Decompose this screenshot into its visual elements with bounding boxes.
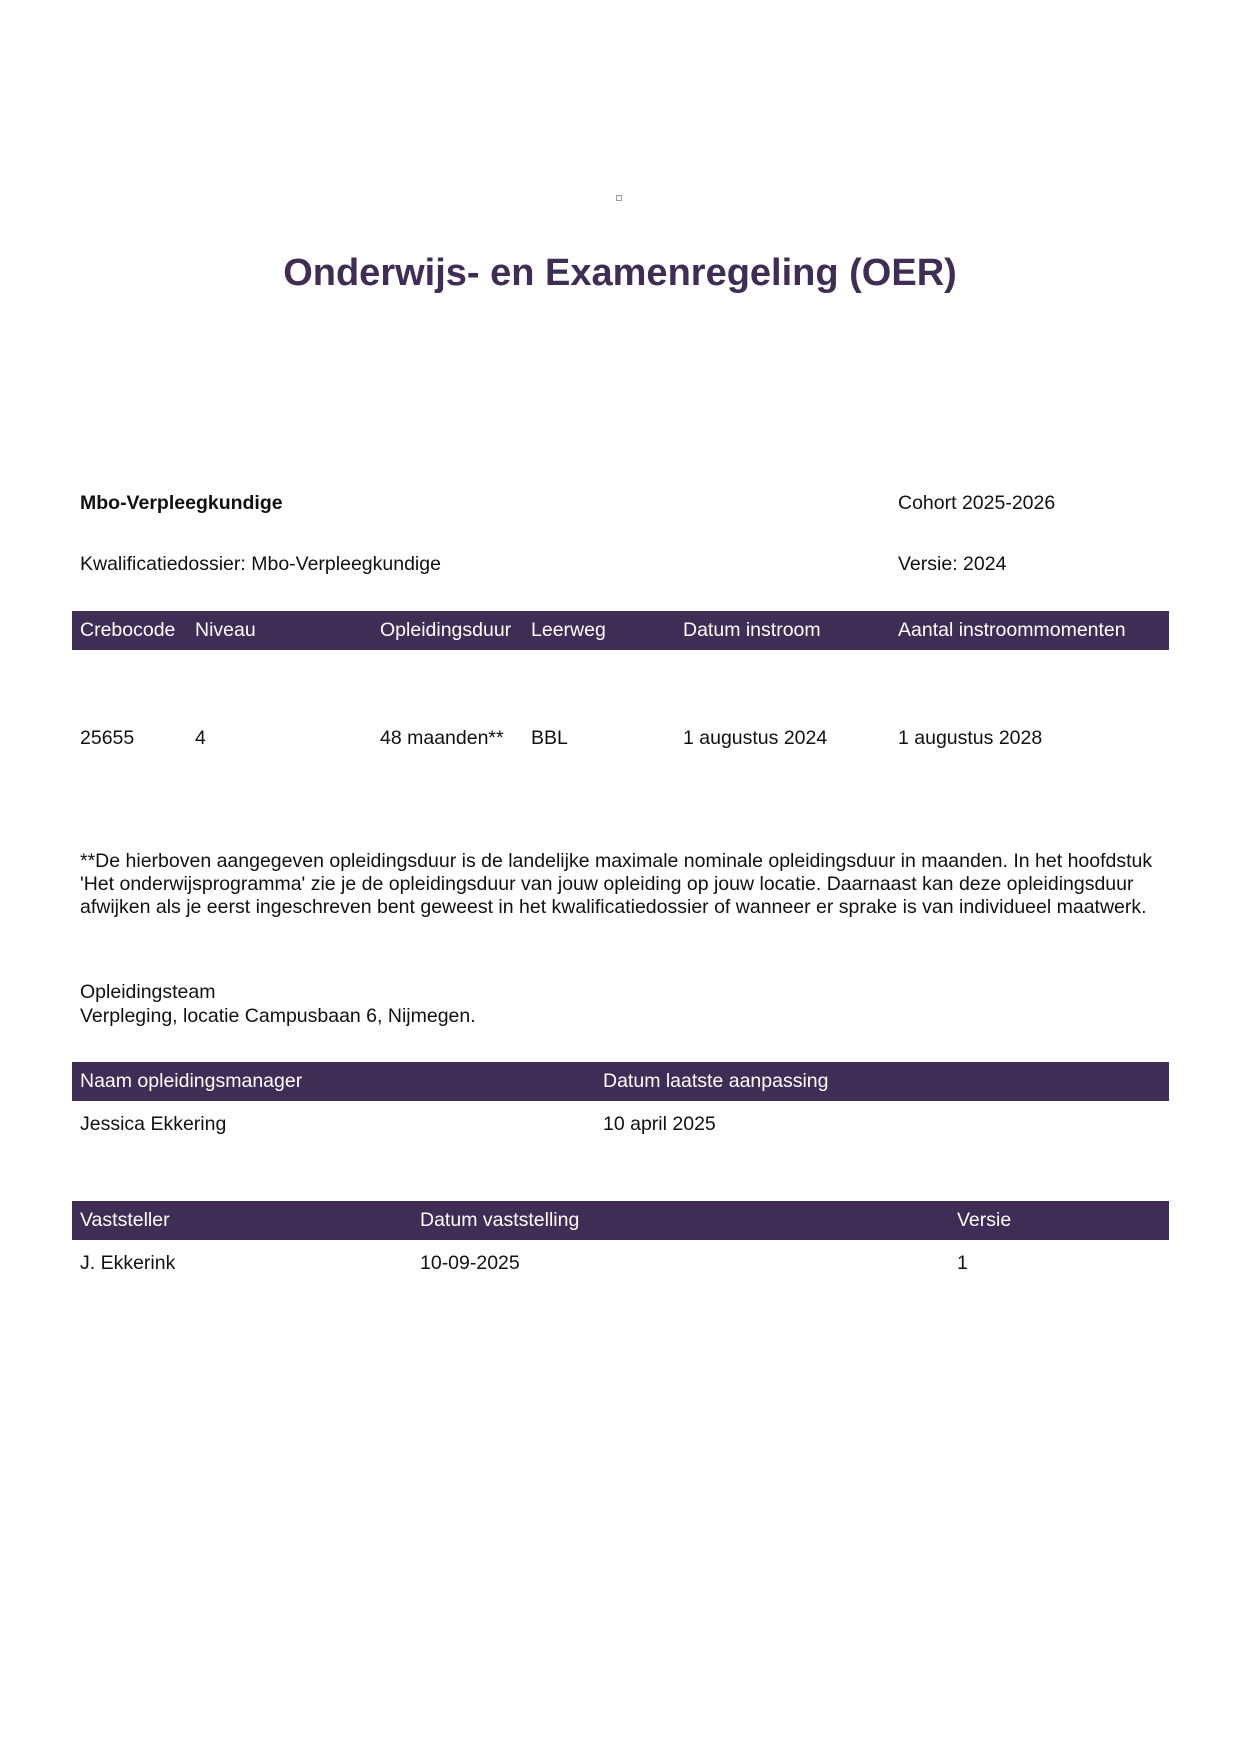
header-crebocode: Crebocode	[80, 619, 176, 641]
header-datum-laatste-aanpassing: Datum laatste aanpassing	[603, 1070, 829, 1092]
header-datum-instroom: Datum instroom	[683, 619, 821, 641]
logo-placeholder-icon	[616, 195, 622, 201]
team-label: Opleidingsteam	[80, 981, 216, 1003]
header-aantal-instroommomenten: Aantal instroommomenten	[898, 619, 1126, 641]
cell-crebocode: 25655	[80, 727, 135, 749]
header-leerweg: Leerweg	[531, 619, 606, 641]
cell-manager-name: Jessica Ekkering	[80, 1113, 227, 1135]
table-row	[72, 1252, 1169, 1276]
cell-vaststeller: J. Ekkerink	[80, 1252, 176, 1274]
approval-table-header	[72, 1201, 1169, 1240]
team-location: Verpleging, locatie Campusbaan 6, Nijmegen.	[80, 1005, 476, 1027]
version-label: Versie: 2024	[898, 553, 1007, 575]
cell-opleidingsduur: 48 maanden**	[380, 727, 504, 749]
cell-datum-vaststelling: 10-09-2025	[420, 1252, 520, 1274]
program-table-header	[72, 611, 1169, 650]
cell-aantal-instroommomenten: 1 augustus 2028	[898, 727, 1043, 749]
table-row	[72, 727, 1169, 751]
cell-datum-instroom: 1 augustus 2024	[683, 727, 828, 749]
cell-leerweg: BBL	[531, 727, 568, 749]
header-opleidingsduur: Opleidingsduur	[380, 619, 512, 641]
program-name: Mbo-Verpleegkundige	[80, 492, 283, 514]
cell-versie: 1	[957, 1252, 968, 1274]
header-datum-vaststelling: Datum vaststelling	[420, 1209, 580, 1231]
header-versie: Versie	[957, 1209, 1012, 1231]
table-row	[72, 1113, 1169, 1137]
manager-table-header	[72, 1062, 1169, 1101]
cell-last-modified: 10 april 2025	[603, 1113, 716, 1135]
qualification-dossier: Kwalificatiedossier: Mbo-Verpleegkundige	[80, 553, 441, 575]
cell-niveau: 4	[195, 727, 206, 749]
footnote: **De hierboven aangegeven opleidingsduur is de landelijke maximale nominale opleidingsduur in maanden. In het hoofdstuk 'Het onderwijsprogramma' zie je de opleidingsduur van jouw opleiding op jouw locatie. Daarnaast kan deze opleidingsduur afwijken als je eerst ingeschreven bent geweest in het kwalificatiedossier of wanneer er sprake is van individueel maatwerk.	[80, 850, 1153, 918]
cohort-label: Cohort 2025-2026	[898, 492, 1056, 514]
header-vaststeller: Vaststeller	[80, 1209, 170, 1231]
page-title: Onderwijs- en Examenregeling (OER)	[283, 252, 957, 294]
header-niveau: Niveau	[195, 619, 256, 641]
header-naam-opleidingsmanager: Naam opleidingsmanager	[80, 1070, 303, 1092]
